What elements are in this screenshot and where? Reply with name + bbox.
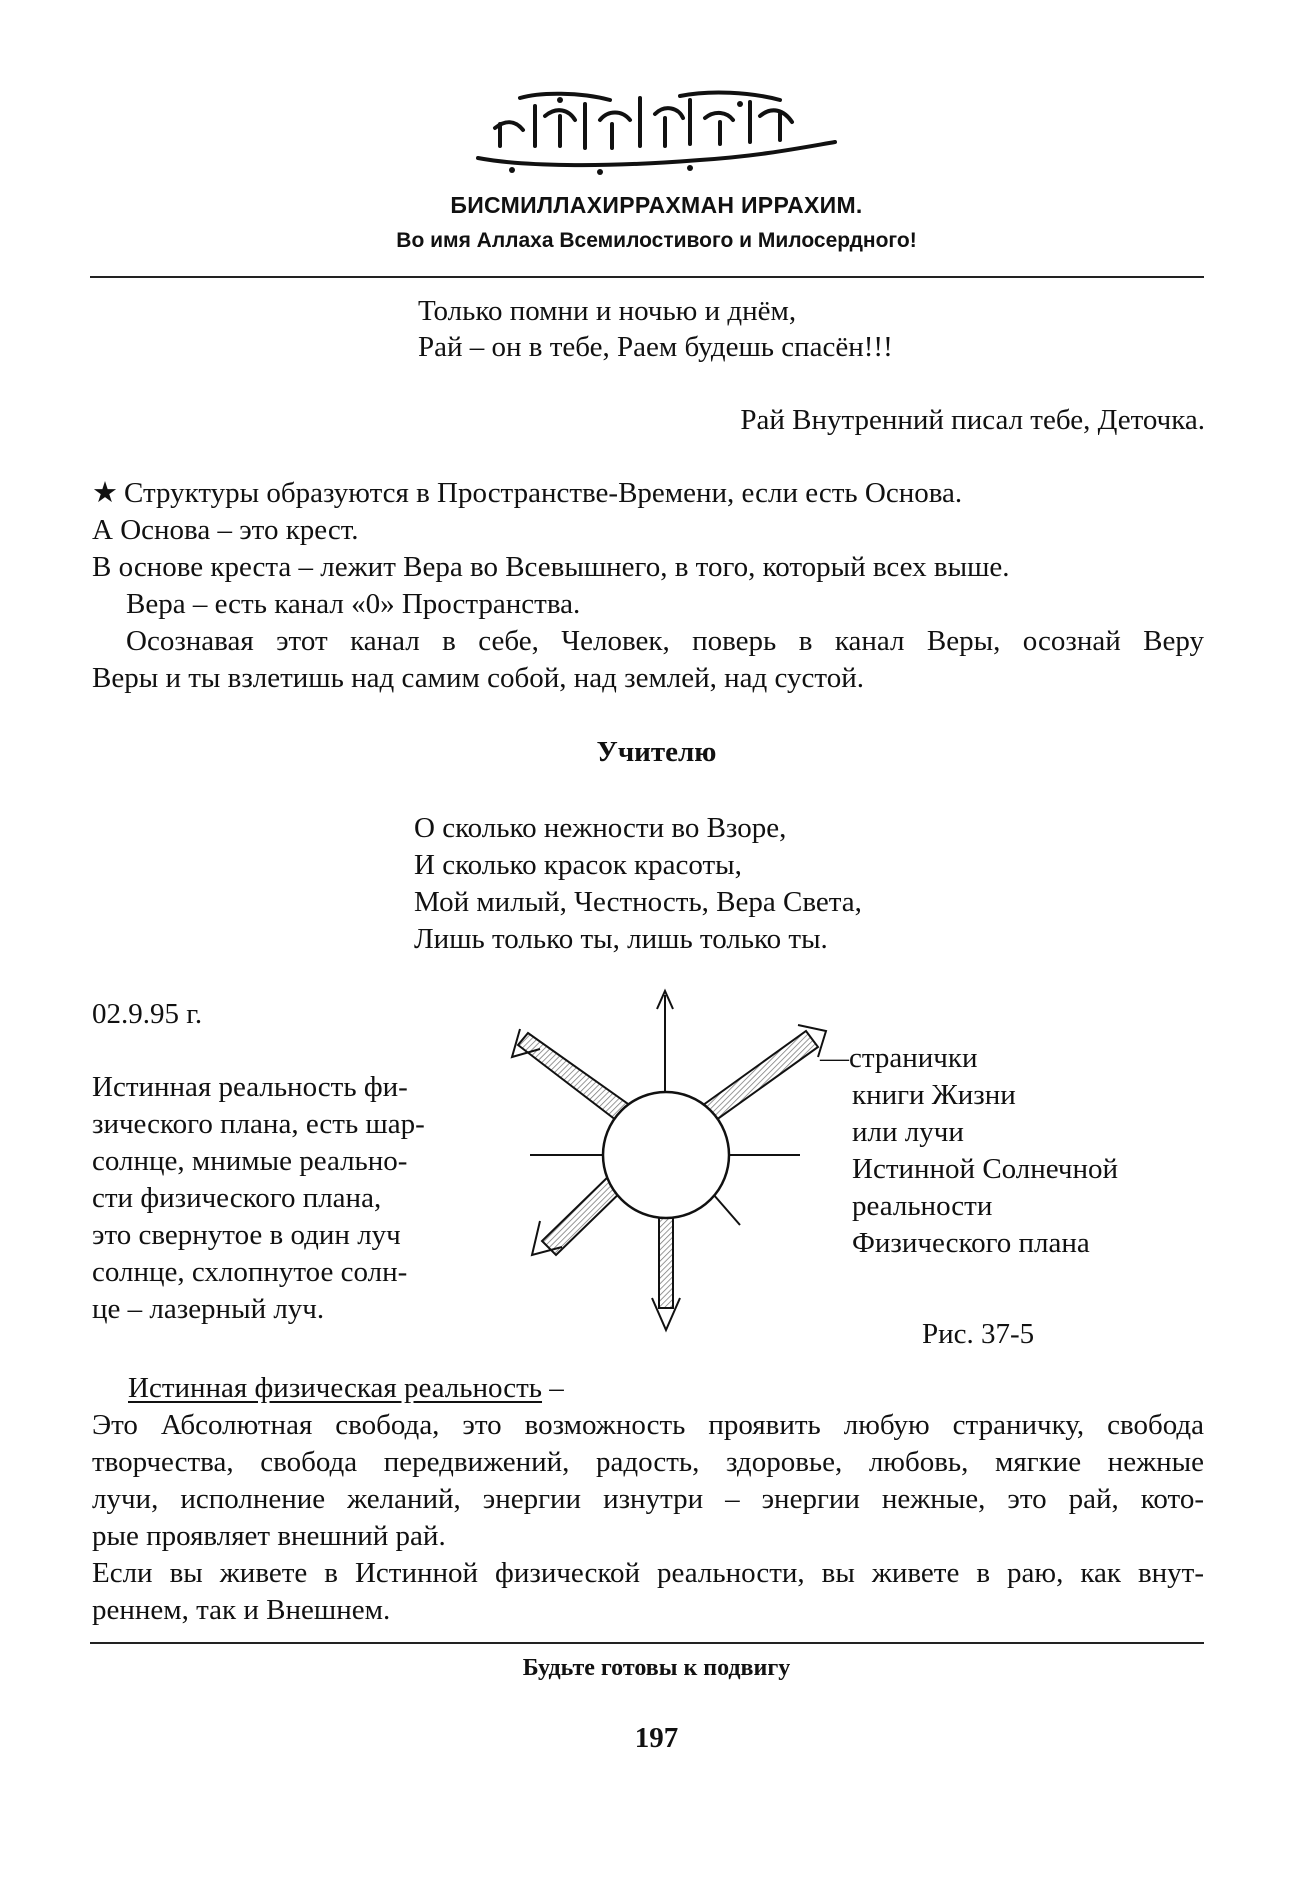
structures-line3: В основе креста – лежит Вера во Всевышнего, в того, который всех выше. (92, 551, 1010, 583)
section-line5: Если вы живете в Истинной физической реальности, вы живете в раю, как внут- (92, 1557, 1204, 1589)
section-heading (128, 1370, 564, 1406)
poem2-line2: И сколько красок красоты, (414, 849, 742, 881)
footer-motto: Будьте готовы к подвигу (522, 1655, 791, 1681)
poem1-line1: Только помни и ночью и днём, (418, 295, 797, 327)
figure-label-line: или лучи (852, 1116, 964, 1148)
header-title: БИСМИЛЛАХИРРАХМАН ИРРАХИМ. (450, 192, 863, 218)
poem2-line4: Лишь только ты, лишь только ты. (414, 923, 828, 955)
structures-line1-text: Структуры образуются в Пространстве-Времени, если есть Основа. (124, 477, 963, 509)
section-heading-dash: – (549, 1372, 564, 1404)
structures-line2: А Основа – это крест. (92, 514, 359, 546)
section-line2: творчества, свобода передвижений, радость, здоровье, любовь, мягкие нежные (92, 1446, 1204, 1478)
page-number: 197 (634, 1722, 679, 1754)
date: 02.9.95 г. (92, 998, 203, 1030)
poem1-line2: Рай – он в тебе, Раем будешь спасён!!! (418, 331, 893, 363)
left-text-line: солнце, мнимые реально- (92, 1145, 408, 1177)
star-icon: ★ (92, 477, 118, 509)
sun-circle (603, 1092, 729, 1218)
left-text-line: сти физического плана, (92, 1182, 382, 1214)
poem2-line3: Мой милый, Честность, Вера Света, (414, 886, 862, 918)
figure-label-dash: — (820, 1042, 849, 1074)
left-text-line: Истинная реальность фи- (92, 1071, 408, 1103)
figure-caption: Рис. 37-5 (922, 1318, 1035, 1350)
section-line6: реннем, так и Внешнем. (92, 1594, 391, 1626)
figure-label-line: книги Жизни (852, 1079, 1016, 1111)
section-line1: Это Абсолютная свобода, это возможность проявить любую страничку, свобода (92, 1409, 1204, 1441)
figure-label-line: реальности (852, 1190, 993, 1222)
structures-line6: Веры и ты взлетишь над самим собой, над землей, над сустой. (92, 662, 864, 694)
header-rule (90, 276, 1204, 278)
figure-label-line: Истинной Солнечной (852, 1153, 1119, 1185)
left-text-line: солнце, схлопнутое солн- (92, 1256, 408, 1288)
signature: Рай Внутренний писал тебе, Деточка. (740, 404, 1205, 436)
left-text-line: это свернутое в один луч (92, 1219, 401, 1251)
figure-label-line: Физического плана (852, 1227, 1090, 1259)
left-text-line: зического плана, есть шар- (92, 1108, 425, 1140)
structures-line1 (92, 475, 962, 511)
header-subtitle: Во имя Аллаха Всемилостивого и Милосердного! (396, 229, 917, 252)
bismillah-calligraphy (0, 86, 1313, 176)
left-text-line: це – лазерный луч. (92, 1293, 325, 1325)
figure-label-text: странички (849, 1042, 978, 1074)
figure-label-line (820, 1040, 978, 1076)
sun-diagram (500, 985, 840, 1360)
structures-line5: Осознавая этот канал в себе, Человек, поверь в канал Веры, осознай Веру (126, 625, 1204, 657)
section-line3: лучи, исполнение желаний, энергии изнутри – энергии нежные, это рай, кото- (92, 1483, 1204, 1515)
section-heading-text: Истинная физическая реальность (128, 1372, 543, 1404)
poem2-line1: О сколько нежности во Взоре, (414, 812, 787, 844)
section-line4: рые проявляет внешний рай. (92, 1520, 446, 1552)
poem2-title: Учителю (596, 736, 717, 768)
footer-rule (90, 1642, 1204, 1644)
structures-line4: Вера – есть канал «0» Пространства. (126, 588, 581, 620)
